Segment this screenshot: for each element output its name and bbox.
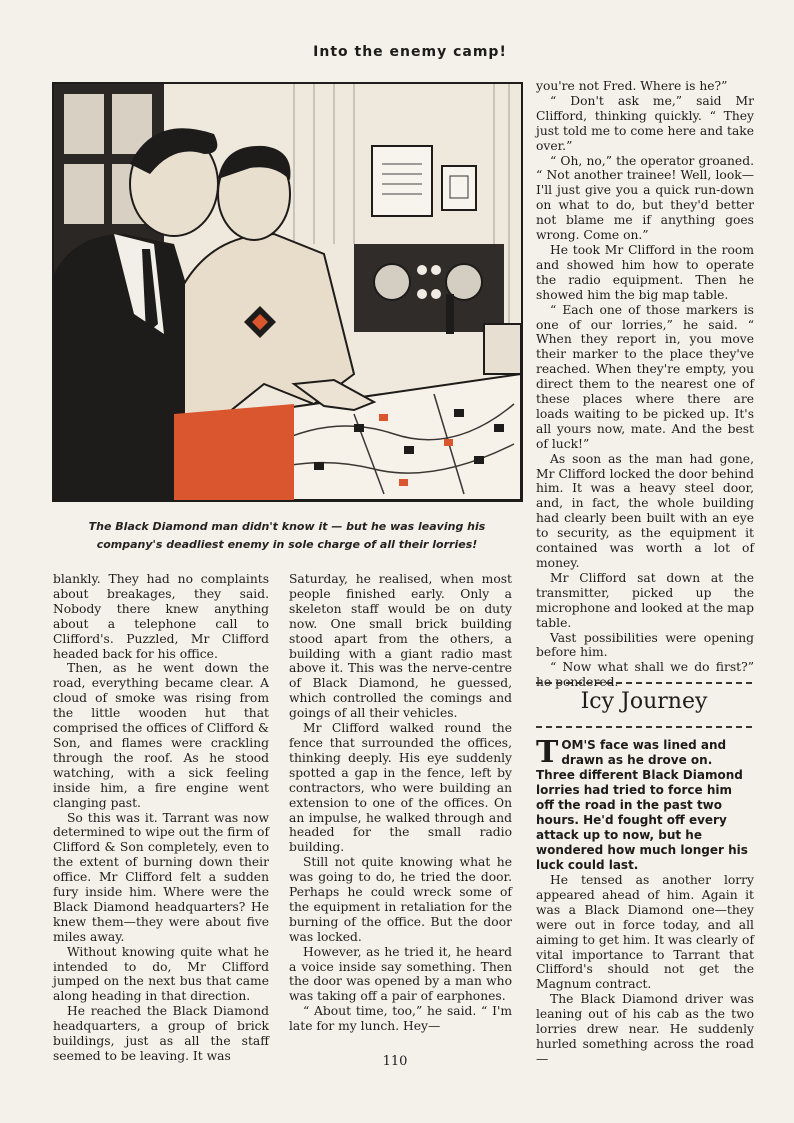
lead-text: OM'S face was lined and drawn as he drove on. Three different Black Diamond lorries had tried to force him off the road in the past two hours. He'd fought off every attack up to now, but he wondered how much longer his luck could last. [536,738,748,872]
running-title: Into the enemy camp! [313,44,507,60]
caption-line: company's deadliest enemy in sole charge of all their lorries! [96,538,478,551]
paragraph: He took Mr Clifford in the room and showed him how to operate the radio equipment. Then he showed him the big map table. [536,242,754,302]
story-column-1 [53,572,269,1064]
paragraph: The Black Diamond driver was leaning out of his cab as the two lorries drew near. He suddenly hurled something across the road— [536,992,754,1066]
drop-cap: T [536,735,559,770]
page-number: 110 [382,1054,408,1069]
paragraph: “ Each one of those markers is one of our lorries,” he said. “ When they report in, you move their marker to the place they've reached. When they're empty, you direct them to the nearest one of these places where there are loads waiting to be picked up. It's all yours now, mate. And the best of luck!” [536,302,754,451]
lead-paragraph [536,735,754,873]
section-divider-bottom [536,726,752,728]
illustration-caption [52,518,522,554]
paragraph: As soon as the man had gone, Mr Clifford locked the door behind him. It was a heavy steel door, and, in fact, the whole building had clearly been built with an eye to security, as the equipment it contained was worth a lot of money. [536,451,754,570]
story-column-3 [536,79,754,690]
paragraph: So this was it. Tarrant was now determined to wipe out the firm of Clifford & Son completely, even to the extent of burning down their office. Mr Clifford felt a sudden fury inside him. Where were the Black Diamond headquarters? He knew them—they were about five miles away. [53,810,269,944]
paragraph: He tensed as another lorry appeared ahead of him. Again it was a Black Diamond one—they were out in force today, and all aiming to get him. It was clearly of vital importance to Tarrant that Clifford's should not get the Magnum contract. [536,873,754,992]
paragraph: Then, as he went down the road, everything became clear. A cloud of smoke was rising from the little wooden hut that comprised the offices of Clifford & Son, and flames were crackling through the roof. As he stood watching, with a sick feeling inside him, a fire engine went clanging past. [53,661,269,810]
paragraph: Without knowing quite what he intended to do, Mr Clifford jumped on the next bus that came along heading in that direction. [53,944,269,1004]
paragraph: He reached the Black Diamond headquarters, a group of brick buildings, just as all the staff seemed to be leaving. It was [53,1004,269,1063]
paragraph: However, as he tried it, he heard a voice inside say something. Then the door was opened by a man who was taking off a pair of earphones. [289,944,512,1004]
caption-line: The Black Diamond man didn't know it — but he was leaving his [88,520,486,533]
paragraph: you're not Fred. Where is he?” [536,79,728,93]
paragraph: Vast possibilities were opening before him. [536,630,754,660]
section-divider-top [536,682,752,684]
story-illustration [52,82,523,502]
paragraph: blankly. They had no complaints about breakages, they said. Nobody there knew anything about a telephone call to Clifford's. Puzzled, Mr Clifford headed back for his office. [53,572,269,661]
paragraph: Mr Clifford walked round the fence that surrounded the offices, thinking deeply. His eye suddenly spotted a gap in the fence, left by contractors, who were building an extension to one of the offices. On an impulse, he walked through and headed for the small radio building. [289,721,512,855]
section-title: Icy Journey [580,689,708,714]
paragraph: Mr Clifford sat down at the transmitter, picked up the microphone and looked at the map table. [536,570,754,630]
paragraph: “ Oh, no,” the operator groaned. “ Not another trainee! Well, look—I'll just give you a quick run-down on what to do, but they'd better not blame me if anything goes wrong. Come on.” [536,153,754,243]
story-column-2 [289,572,512,1034]
paragraph: “ Don't ask me,” said Mr Clifford, thinking quickly. “ They just told me to come here and take over.” [536,93,754,153]
paragraph: Still not quite knowing what he was going to do, he tried the door. Perhaps he could wreck some of the equipment in retaliation for the burning of the office. But the door was locked. [289,855,512,944]
paragraph: “ Now what shall we do first?” he pondered. [536,660,754,690]
story-column-4 [536,735,754,1067]
paragraph: “ About time, too,” he said. “ I'm late for my lunch. Hey— [289,1004,512,1034]
paragraph: Saturday, he realised, when most people finished early. Only a skeleton staff would be on duty now. One small brick building stood apart from the others, a building with a giant radio mast above it. This was the nerve-centre of Black Diamond, he guessed, which controlled the comings and goings of all their vehicles. [289,572,512,721]
